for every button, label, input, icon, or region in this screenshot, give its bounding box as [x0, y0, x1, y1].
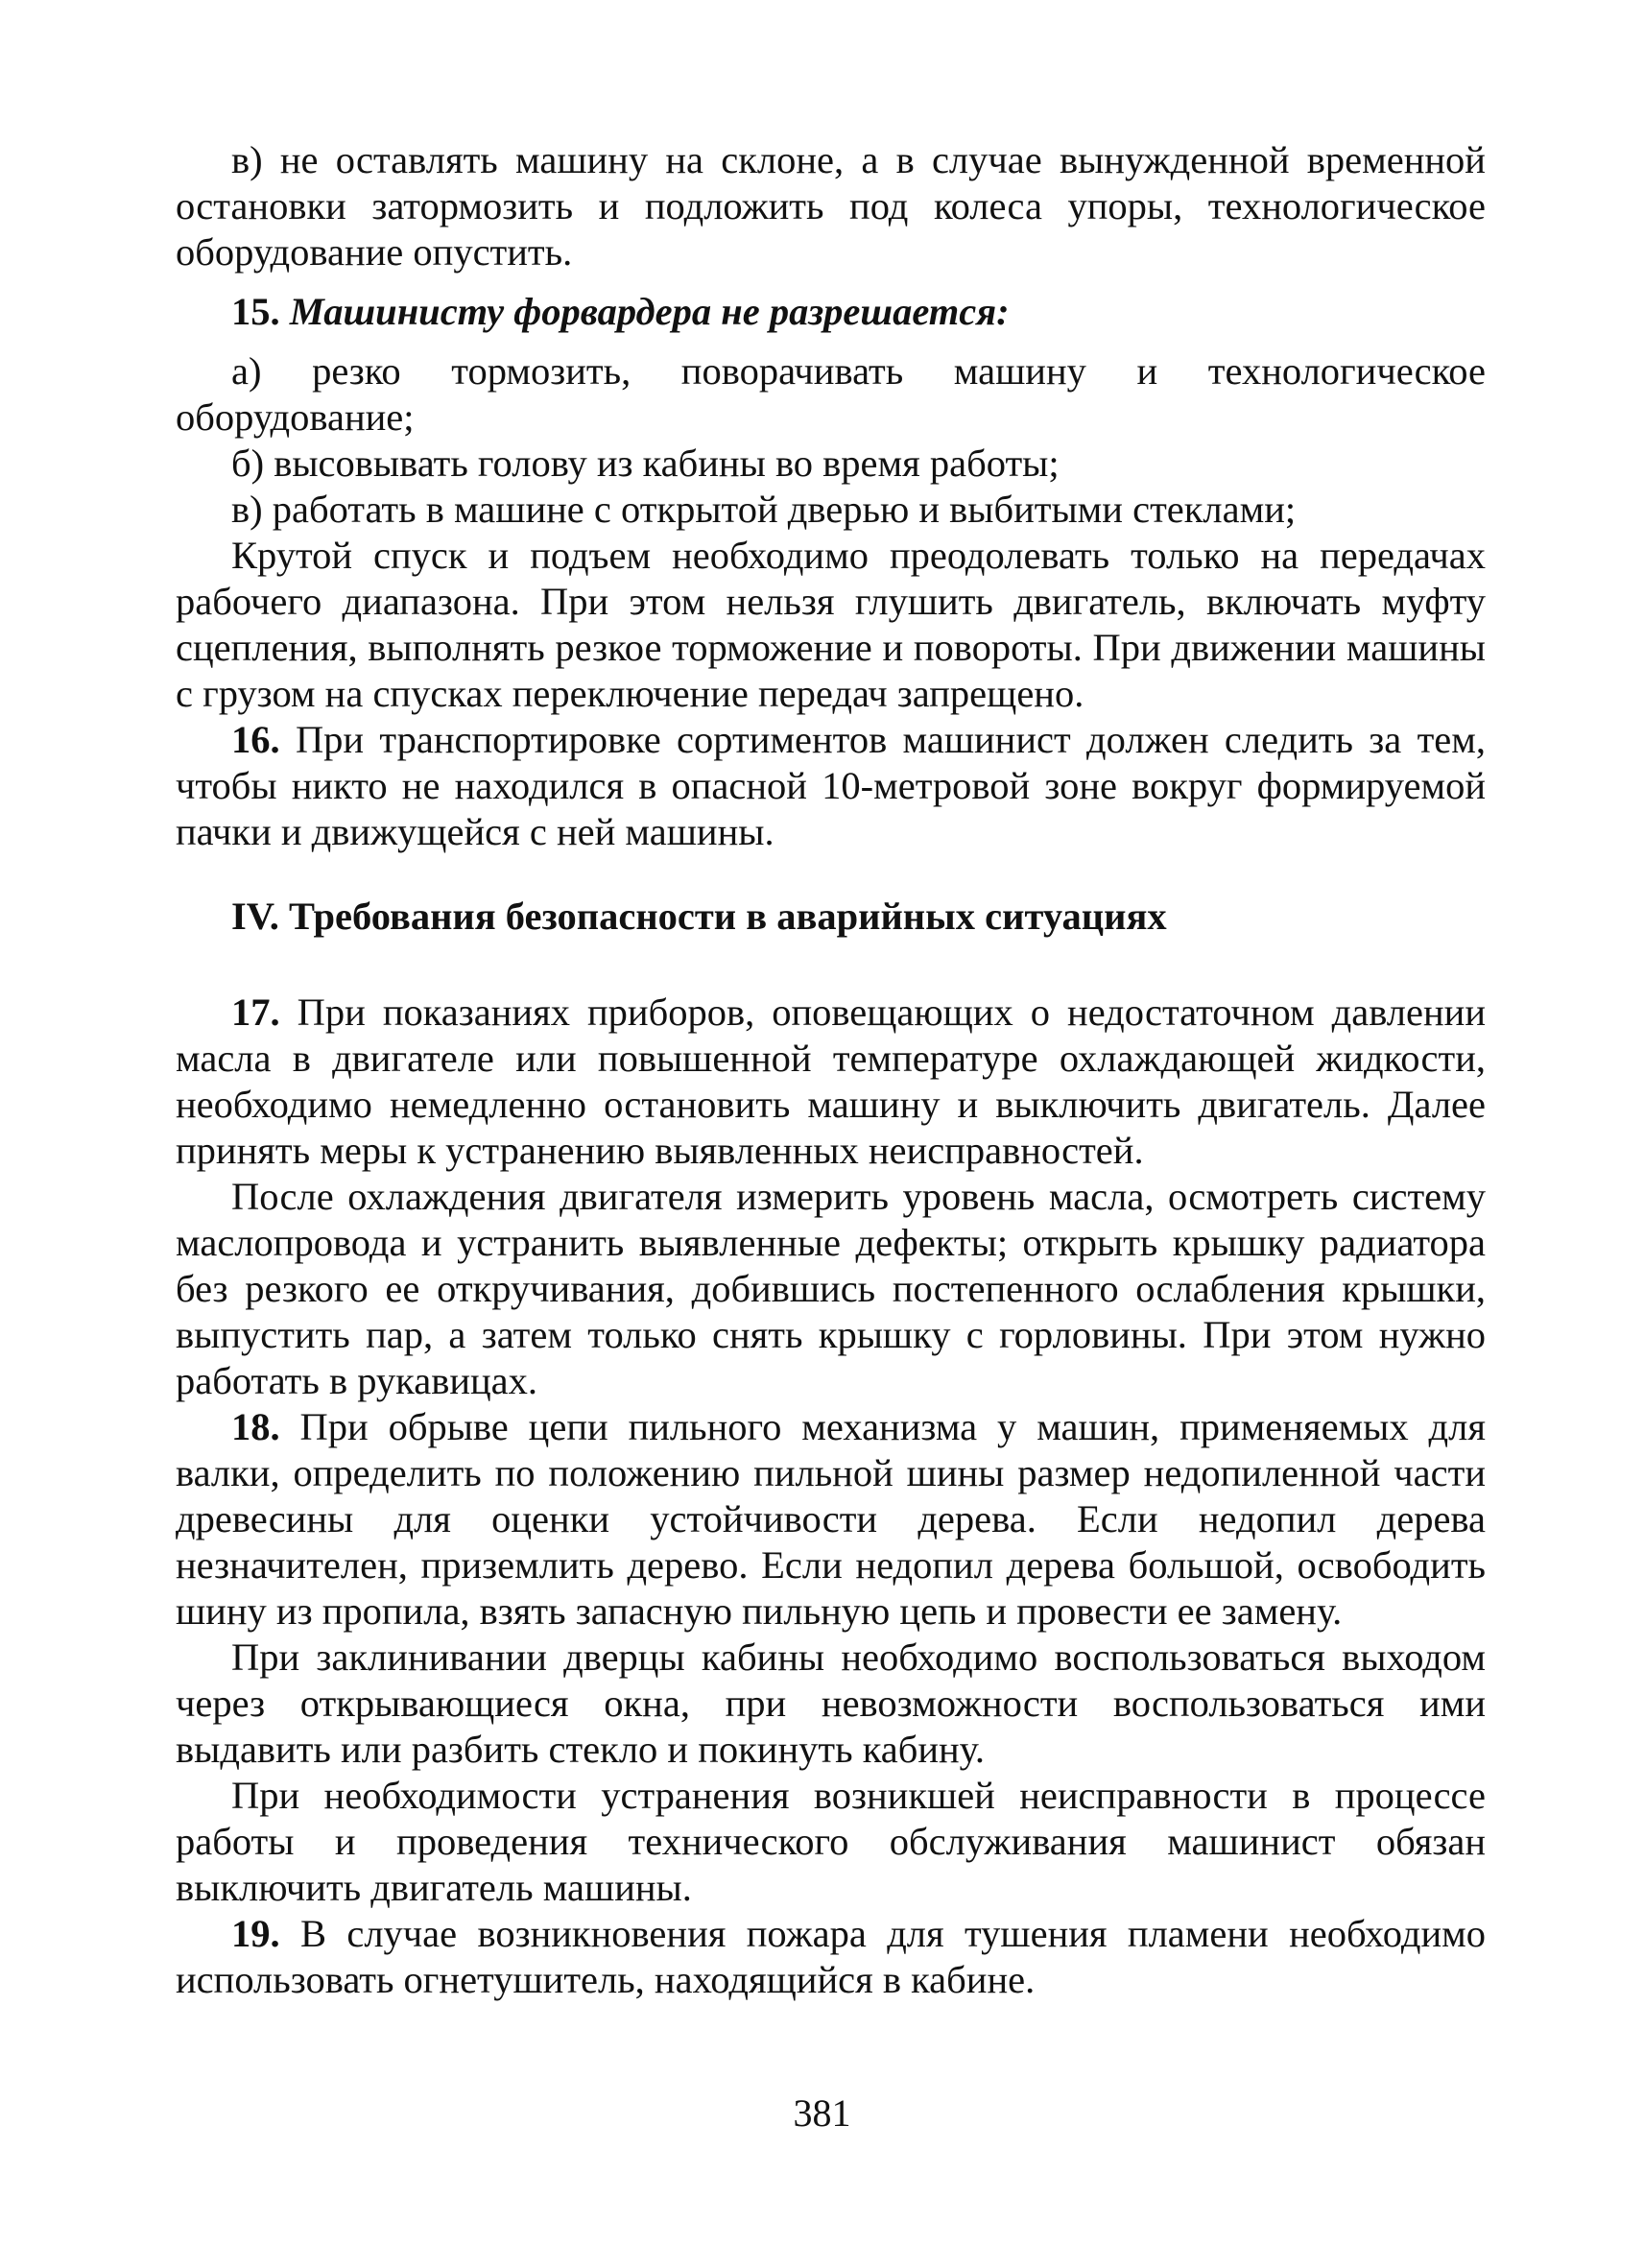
item-15-heading — [176, 289, 1486, 335]
item-19 — [176, 1911, 1486, 2003]
item-19-text: В случае возникновения пожара для тушения пламени необходимо использовать огнетушитель, находящийся в кабине. — [176, 1912, 1487, 2001]
item-17-number: 17. — [231, 991, 280, 1034]
item-17-text: При показаниях приборов, оповещающих о недостаточном давлении масла в двигателе или повышенной температуре охлаждающей жидкости, необходимо немедленно остановить машину и выключить двигатель. Далее принять меры к устранению выявленных неисправностей. — [176, 991, 1487, 1172]
item-15-number: 15. — [231, 290, 280, 333]
paragraph-steep-descent: Крутой спуск и подъем необходимо преодолевать только на передачах рабочего диапазона. При этом нельзя глушить двигатель, включать муфту сцепления, выполнять резкое торможение и повороты. При движении машины с грузом на спусках переключение передач запрещено. — [176, 534, 1486, 715]
paragraph-slope-rule: в) не оставлять машину на склоне, а в случае вынужденной временной остановки затормозить и подложить под колеса упоры, технологическое оборудование опустить. — [176, 138, 1486, 274]
item-15-b: б) высовывать голову из кабины во время работы; — [231, 442, 1060, 485]
item-16 — [176, 717, 1486, 855]
item-16-text: При транспортировке сортиментов машинист должен следить за тем, чтобы никто не находился в опасной 10-метровой зоне вокруг формируемой пачки и движущейся с ней машины. — [176, 718, 1487, 853]
paragraph-repair: При необходимости устранения возникшей неисправности в процессе работы и проведения технического обслуживания машинист обязан выключить двигатель машины. — [176, 1774, 1486, 1909]
item-18-text: При обрыве цепи пильного механизма у машин, применяемых для валки, определить по положению пильной шины размер недопиленной части древесины для оценки устойчивости дерева. Если недопил дерева незначителен, приземлить дерево. Если недопил дерева большой, освободить шину из пропила, взять запасную пильную цепь и провести ее замену. — [176, 1405, 1486, 1633]
page-number: 381 — [793, 2091, 851, 2135]
item-18 — [176, 1404, 1486, 1635]
item-19-number: 19. — [231, 1912, 280, 1955]
item-16-number: 16. — [231, 718, 280, 761]
page-body — [176, 137, 1486, 2003]
item-18-number: 18. — [231, 1405, 280, 1448]
paragraph-door-jam: При заклинивании дверцы кабины необходимо воспользоваться выходом через открывающиеся окна, при невозможности воспользоваться ими выдавить или разбить стекло и покинуть кабину. — [176, 1635, 1486, 1771]
item-17 — [176, 990, 1486, 1174]
section-heading: IV. Требования безопасности в аварийных ситуациях — [231, 895, 1167, 938]
item-15-v: в) работать в машине с открытой дверью и выбитыми стеклами; — [231, 488, 1297, 531]
item-15-title: Машинисту форвардера не разрешается: — [289, 290, 1010, 333]
item-15-a: а) резко тормозить, поворачивать машину и технологическое оборудование; — [176, 349, 1486, 439]
paragraph-after-cooling: После охлаждения двигателя измерить уровень масла, осмотреть систему маслопровода и устранить выявленные дефекты; открыть крышку радиатора без резкого ее откручивания, добившись постепенного ослабления крышки, выпустить пар, а затем только снять крышку с горловины. При этом нужно работать в рукавицах. — [176, 1175, 1486, 1402]
